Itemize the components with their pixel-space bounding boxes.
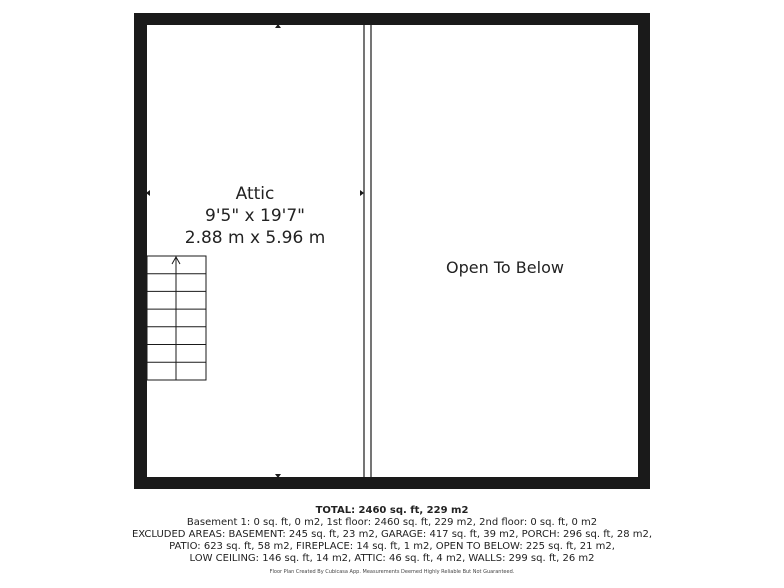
exterior-walls — [134, 13, 650, 489]
floor-areas: Basement 1: 0 sq. ft, 0 m2, 1st floor: 2460 sq. ft, 229 m2, 2nd floor: 0 sq. ft, 0 m2 — [186, 517, 598, 528]
room-label-attic — [147, 183, 363, 249]
stair-direction-arrow-icon — [172, 257, 180, 266]
room-label-open-to-below — [372, 257, 638, 279]
total-area: TOTAL: 2460 sq. ft, 229 m2 — [315, 505, 469, 516]
room-dimensions-imperial: 9'5" x 19'7" — [205, 206, 305, 226]
disclaimer: Floor Plan Created By Cubicasa App. Measurements Deemed Highly Reliable But Not Guaranteed. — [269, 569, 515, 575]
room-name: Attic — [235, 184, 275, 204]
excluded-areas-line-1: EXCLUDED AREAS: BASEMENT: 245 sq. ft, 23 m2, GARAGE: 417 sq. ft, 39 m2, PORCH: 296 sq. ft, 28 m2, — [131, 529, 653, 540]
excluded-areas-line-3: LOW CEILING: 146 sq. ft, 14 m2, ATTIC: 46 sq. ft, 4 m2, WALLS: 299 sq. ft, 26 m2 — [189, 553, 595, 564]
room-name: Open To Below — [446, 258, 564, 277]
staircase — [147, 256, 206, 380]
room-dimensions-metric: 2.88 m x 5.96 m — [184, 228, 326, 248]
excluded-areas-line-2: PATIO: 623 sq. ft, 58 m2, FIREPLACE: 14 sq. ft, 1 m2, OPEN TO BELOW: 225 sq. ft, 21 m2, — [169, 541, 615, 552]
